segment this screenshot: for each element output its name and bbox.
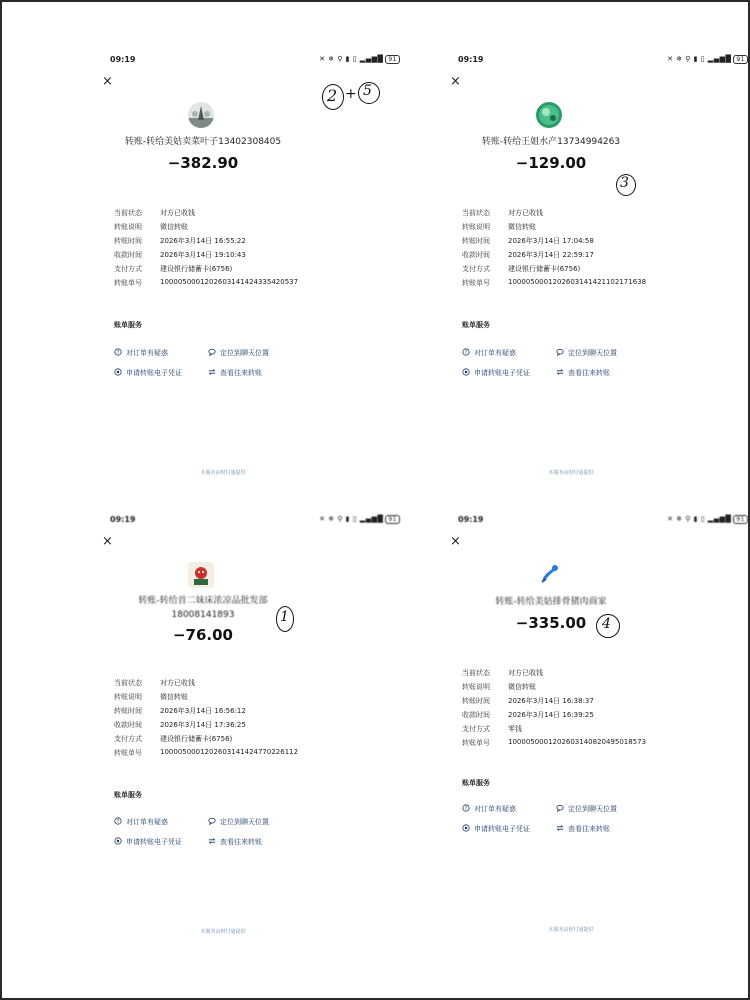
question-circle-icon [462, 804, 470, 812]
status-time: 09:19 [458, 515, 484, 524]
status-time: 09:19 [110, 515, 136, 524]
detail-row-transfer-time [462, 236, 742, 250]
locate-chat-label: 定位到聊天位置 [220, 818, 269, 826]
detail-row-order-number [114, 748, 394, 762]
svg-text:?: ? [116, 819, 120, 825]
locate-chat-link[interactable] [556, 804, 617, 814]
transfer-details [462, 208, 742, 292]
detail-value: 1000050001202603140820495018573 [508, 738, 647, 746]
detail-value: 建设银行储蓄卡(6756) [160, 735, 233, 743]
e-voucher-link[interactable] [462, 824, 530, 834]
detail-value: 2026年3月14日 16:39:25 [508, 711, 594, 719]
detail-label: 转账说明 [462, 223, 490, 231]
detail-label: 收款时间 [114, 721, 142, 729]
detail-label: 支付方式 [114, 265, 142, 273]
detail-label: 转账时间 [114, 707, 142, 715]
detail-label: 支付方式 [462, 265, 490, 273]
detail-row-transfer-time [114, 706, 394, 720]
locate-chat-label: 定位到聊天位置 [568, 805, 617, 813]
detail-label: 转账单号 [114, 279, 142, 287]
detail-label: 转账说明 [114, 223, 142, 231]
payee-avatar [536, 102, 562, 128]
detail-row-note [114, 692, 394, 706]
scan-edge-top [0, 0, 750, 2]
transfer-history-label: 查看往来转账 [220, 838, 262, 846]
e-voucher-link[interactable] [462, 368, 530, 378]
detail-row-status [114, 678, 394, 692]
detail-row-status [462, 208, 742, 222]
payee-avatar [536, 562, 562, 588]
e-voucher-label: 申请转账电子凭证 [126, 838, 182, 846]
provider-footer: 本服务由财付通提供 [200, 929, 246, 935]
chat-bubble-icon [208, 348, 216, 356]
detail-value: 2026年3月14日 19:10:43 [160, 251, 246, 259]
locate-chat-link[interactable] [208, 348, 269, 358]
status-indicator-icons: ✕ ❄ ⚲ ▮ ▯ ▂▄▆█ [667, 515, 732, 523]
transfer-receipt-panel [448, 510, 748, 950]
detail-row-note [462, 682, 742, 696]
detail-value: 2026年3月14日 16:55:22 [160, 237, 246, 245]
status-bar [110, 55, 400, 67]
detail-row-receive-time [462, 250, 742, 264]
detail-row-note [462, 222, 742, 236]
detail-label: 转账时间 [462, 237, 490, 245]
transfer-history-link[interactable] [556, 368, 610, 378]
detail-row-receive-time [114, 720, 394, 734]
status-icons [667, 55, 748, 64]
detail-row-transfer-time [462, 696, 742, 710]
close-button[interactable]: × [450, 534, 461, 549]
scan-edge-left [0, 0, 2, 1000]
detail-row-status [462, 668, 742, 682]
locate-chat-link[interactable] [208, 817, 269, 827]
detail-value: 对方已收钱 [508, 209, 543, 217]
detail-value: 2026年3月14日 16:56:12 [160, 707, 246, 715]
handwritten-plus: + [345, 86, 357, 102]
transfer-history-label: 查看往来转账 [568, 369, 610, 377]
payee-avatar [188, 562, 214, 588]
detail-label: 收款时间 [462, 251, 490, 259]
bill-services-title: 账单服务 [114, 321, 142, 329]
voucher-icon [114, 837, 122, 845]
detail-label: 转账说明 [462, 683, 490, 691]
transfer-details [462, 668, 742, 752]
bill-services-title: 账单服务 [462, 779, 490, 787]
locate-chat-label: 定位到聊天位置 [220, 349, 269, 357]
order-question-link[interactable] [114, 348, 168, 358]
detail-value: 微信转账 [160, 223, 188, 231]
provider-footer: 本服务由财付通提供 [548, 470, 594, 476]
bill-services-title: 账单服务 [462, 321, 490, 329]
order-question-link[interactable] [114, 817, 168, 827]
chat-bubble-icon [208, 817, 216, 825]
detail-value: 零钱 [508, 725, 522, 733]
status-bar [458, 55, 748, 67]
detail-label: 当前状态 [114, 209, 142, 217]
transfer-receipt-panel [100, 510, 400, 950]
detail-label: 收款时间 [114, 251, 142, 259]
transfer-history-label: 查看往来转账 [568, 825, 610, 833]
detail-value: 微信转账 [508, 683, 536, 691]
battery-icon: 91 [385, 515, 400, 524]
detail-row-order-number [114, 278, 394, 292]
status-time: 09:19 [458, 55, 484, 64]
detail-row-order-number [462, 278, 742, 292]
order-question-label: 对订单有疑惑 [474, 349, 516, 357]
detail-value: 对方已收钱 [160, 679, 195, 687]
detail-label: 转账时间 [462, 697, 490, 705]
detail-row-receive-time [114, 250, 394, 264]
detail-label: 当前状态 [462, 669, 490, 677]
status-indicator-icons: ✕ ❄ ⚲ ▮ ▯ ▂▄▆█ [319, 55, 384, 63]
transfer-title: 转账-转给美姑排骨猪肉商家 [495, 597, 607, 607]
status-time: 09:19 [110, 55, 136, 64]
transfer-title: 转账-转给王姐水产13734994263 [481, 137, 621, 147]
question-circle-icon [462, 348, 470, 356]
detail-value: 2026年3月14日 22:59:17 [508, 251, 594, 259]
transfer-amount: −335.00 [515, 614, 587, 632]
e-voucher-label: 申请转账电子凭证 [474, 369, 530, 377]
status-bar [458, 515, 748, 527]
close-button[interactable]: × [102, 74, 113, 89]
provider-footer: 本服务由财付通提供 [200, 470, 246, 476]
status-indicator-icons: ✕ ❄ ⚲ ▮ ▯ ▂▄▆█ [667, 55, 732, 63]
svg-text:?: ? [464, 806, 468, 812]
battery-icon: 91 [733, 55, 748, 64]
detail-value: 2026年3月14日 16:38:37 [508, 697, 594, 705]
transfer-title-line1: 转账-转给首二妹床浓凉品批发部 [138, 596, 268, 606]
status-icons [667, 515, 748, 524]
transfer-title-line2: 18008141893 [171, 610, 235, 620]
svg-text:?: ? [116, 350, 120, 356]
detail-label: 转账单号 [462, 739, 490, 747]
detail-label: 转账单号 [114, 749, 142, 757]
detail-label: 当前状态 [462, 209, 490, 217]
detail-label: 支付方式 [462, 725, 490, 733]
detail-row-receive-time [462, 710, 742, 724]
transfer-title: 转账-转给美姑卖菜叶子13402308405 [124, 137, 282, 147]
transfer-history-link[interactable] [208, 837, 262, 847]
question-circle-icon [114, 348, 122, 356]
detail-row-transfer-time [114, 236, 394, 250]
detail-value: 微信转账 [160, 693, 188, 701]
detail-value: 建设银行储蓄卡(6756) [160, 265, 233, 273]
voucher-icon [462, 368, 470, 376]
locate-chat-label: 定位到聊天位置 [568, 349, 617, 357]
detail-row-payment-method [114, 734, 394, 748]
detail-value: 1000050001202603141424335420537 [160, 278, 299, 286]
detail-row-payment-method [114, 264, 394, 278]
order-question-link[interactable] [462, 348, 516, 358]
status-indicator-icons: ✕ ❄ ⚲ ▮ ▯ ▂▄▆█ [319, 515, 384, 523]
e-voucher-link[interactable] [114, 837, 182, 847]
chat-bubble-icon [556, 804, 564, 812]
chat-bubble-icon [556, 348, 564, 356]
battery-icon: 91 [733, 515, 748, 524]
detail-value: 建设银行储蓄卡(6756) [508, 265, 581, 273]
swap-arrows-icon [556, 368, 564, 376]
detail-row-order-number [462, 738, 742, 752]
status-icons [319, 55, 400, 64]
e-voucher-link[interactable] [114, 368, 182, 378]
transfer-history-label: 查看往来转账 [220, 369, 262, 377]
detail-label: 转账时间 [114, 237, 142, 245]
detail-value: 对方已收钱 [160, 209, 195, 217]
transfer-details [114, 678, 394, 762]
detail-label: 收款时间 [462, 711, 490, 719]
order-question-label: 对订单有疑惑 [474, 805, 516, 813]
payee-avatar [188, 102, 214, 128]
detail-label: 支付方式 [114, 735, 142, 743]
swap-arrows-icon [208, 368, 216, 376]
close-button[interactable]: × [102, 534, 113, 549]
detail-row-payment-method [462, 264, 742, 278]
transfer-receipt-panel [448, 50, 748, 490]
provider-footer: 本服务由财付通提供 [548, 927, 594, 933]
detail-label: 当前状态 [114, 679, 142, 687]
transfer-history-link[interactable] [208, 368, 262, 378]
detail-value: 对方已收钱 [508, 669, 543, 677]
status-icons [319, 515, 400, 524]
transfer-history-link[interactable] [556, 824, 610, 834]
close-button[interactable]: × [450, 74, 461, 89]
status-bar [110, 515, 400, 527]
question-circle-icon [114, 817, 122, 825]
handwritten-number: 1 [280, 609, 289, 625]
detail-row-status [114, 208, 394, 222]
handwritten-number: 2 [327, 86, 338, 105]
detail-value: 2026年3月14日 17:36:25 [160, 721, 246, 729]
handwritten-number: 3 [620, 175, 629, 191]
detail-row-payment-method [462, 724, 742, 738]
detail-value: 1000050001202603141424770226112 [160, 748, 299, 756]
handwritten-number: 4 [602, 616, 611, 632]
e-voucher-label: 申请转账电子凭证 [126, 369, 182, 377]
transfer-details [114, 208, 394, 292]
detail-row-note [114, 222, 394, 236]
bill-services-title: 账单服务 [114, 791, 142, 799]
detail-label: 转账说明 [114, 693, 142, 701]
voucher-icon [114, 368, 122, 376]
detail-value: 1000050001202603141421102171638 [508, 278, 647, 286]
order-question-label: 对订单有疑惑 [126, 818, 168, 826]
transfer-receipt-panel [100, 50, 400, 490]
swap-arrows-icon [556, 824, 564, 832]
transfer-amount: −76.00 [172, 626, 233, 644]
locate-chat-link[interactable] [556, 348, 617, 358]
transfer-amount: −382.90 [167, 154, 239, 172]
e-voucher-label: 申请转账电子凭证 [474, 825, 530, 833]
voucher-icon [462, 824, 470, 832]
transfer-amount: −129.00 [515, 154, 587, 172]
detail-label: 转账单号 [462, 279, 490, 287]
detail-value: 2026年3月14日 17:04:58 [508, 237, 594, 245]
swap-arrows-icon [208, 837, 216, 845]
handwritten-number: 5 [363, 83, 372, 99]
order-question-link[interactable] [462, 804, 516, 814]
detail-value: 微信转账 [508, 223, 536, 231]
battery-icon: 91 [385, 55, 400, 64]
svg-text:?: ? [464, 350, 468, 356]
order-question-label: 对订单有疑惑 [126, 349, 168, 357]
